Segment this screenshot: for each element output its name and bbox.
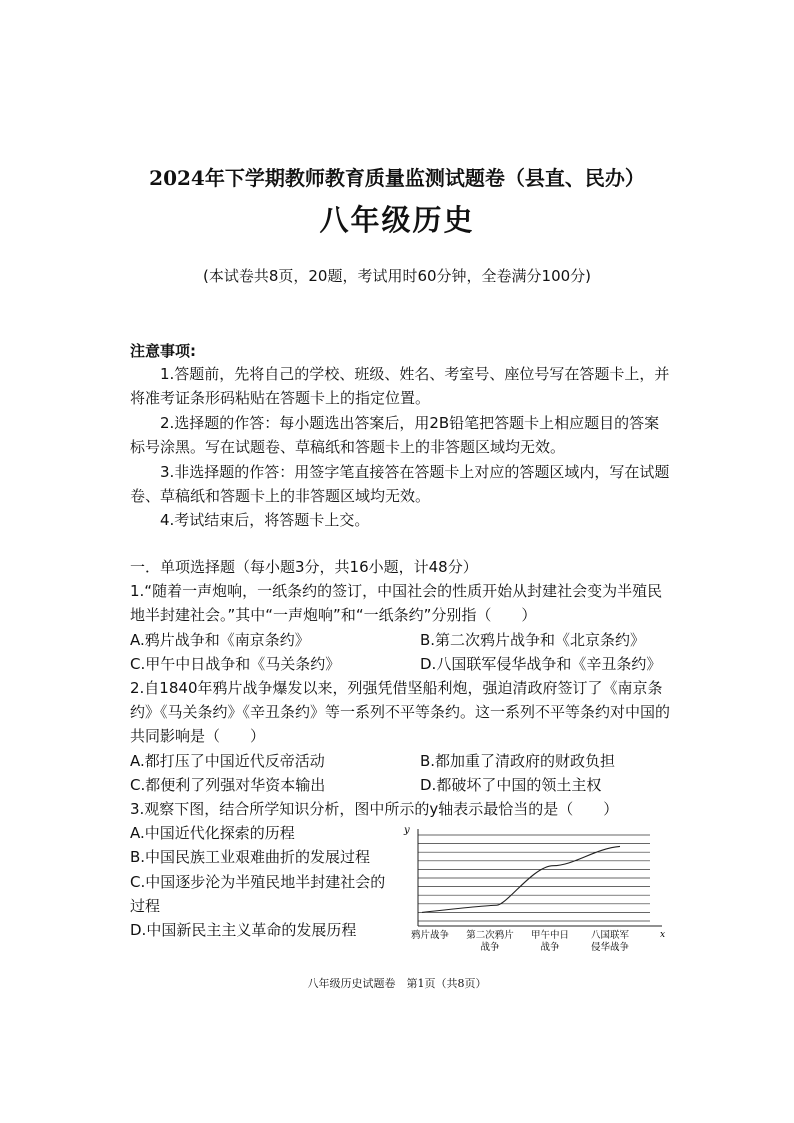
- option-a: A.都打压了中国近代反帝活动: [130, 751, 325, 770]
- trend-curve: [422, 847, 620, 913]
- option-b: B.中国民族工业艰难曲折的发展过程: [130, 848, 371, 867]
- note-item: 2.选择题的作答：每小题选出答案后，用2B铅笔把答题卡上相应题目的答案标号涂黑。写在试题卷、草稿纸和答题卡上的非答题区域均无效。: [130, 413, 660, 457]
- option-a: A.中国近代化探索的历程: [130, 824, 295, 843]
- x-tick-label: 第二次鸦片: [466, 930, 514, 942]
- question-3-options: [130, 821, 395, 942]
- x-tick-label: 战争: [540, 942, 560, 954]
- question-2-stem: 2.自1840年鸦片战争爆发以来，列强凭借坚船利炮，强迫清政府签订了《南京条约》《马关条约》《辛丑条约》等一系列不平等条约。这一系列不平等条约对中国的共同影响是（ ）: [130, 679, 671, 746]
- x-tick-label: 战争: [480, 942, 500, 954]
- question-3-body: [130, 821, 670, 954]
- option-d: D.中国新民主主义革命的发展历程: [130, 921, 357, 940]
- notes-title: 注意事项:: [130, 342, 196, 360]
- page-footer: 八年级历史试题卷 第1页（共8页）: [307, 977, 487, 990]
- exam-subject: 八年级历史: [319, 203, 475, 237]
- note-item: 3.非选择题的作答：用签字笔直接答在答题卡上对应的答题区域内，写在试题卷、草稿纸和答题卡上的非答题区域均无效。: [130, 462, 670, 506]
- option-c: C.都便利了列强对华资本输出: [130, 775, 326, 794]
- note-item: 4.考试结束后，将答题卡上交。: [160, 511, 370, 530]
- question-section: [130, 555, 671, 954]
- option-d: D.都破坏了中国的领土主权: [420, 775, 602, 794]
- option-b: B.都加重了清政府的财政负担: [420, 751, 616, 770]
- exam-info: (本试卷共8页，20题，考试用时60分钟，全卷满分100分): [202, 267, 592, 285]
- x-tick-label: 侵华战争: [590, 942, 630, 954]
- option-c: C.中国逐步沦为半殖民地半封建社会的过程: [130, 872, 386, 915]
- exam-title: 2024年下学期教师教育质量监测试题卷（县直、民办）: [149, 166, 645, 190]
- option-d: D.八国联军侵华战争和《辛丑条约》: [420, 654, 662, 673]
- x-axis-label: x: [660, 930, 666, 941]
- question-3-stem: 3.观察下图，结合所学知识分析，图中所示的y轴表示最恰当的是（ ）: [130, 800, 619, 819]
- chart-grid: [418, 835, 650, 921]
- x-tick-labels: [411, 929, 630, 953]
- question-1-stem: 1.“随着一声炮响，一纸条约的签订，中国社会的性质开始从封建社会变为半殖民地半封建社会。”其中“一声炮响”和“一纸条约”分别指（ ）: [130, 582, 663, 625]
- option-b: B.第二次鸦片战争和《北京条约》: [420, 630, 646, 649]
- notes-list: [130, 362, 670, 533]
- question-2-options: [130, 749, 670, 797]
- x-tick-label: 鸦片战争: [410, 930, 450, 942]
- option-c: C.甲午中日战争和《马关条约》: [130, 654, 341, 673]
- x-tick-label: 甲午中日: [530, 930, 570, 942]
- y-axis-label: y: [404, 825, 410, 837]
- history-trend-chart: [400, 821, 670, 956]
- option-a: A.鸦片战争和《南京条约》: [130, 630, 310, 649]
- note-item: 1.答题前，先将自己的学校、班级、姓名、考室号、座位号写在答题卡上，并将准考证条形码粘贴在答题卡上的指定位置。: [130, 365, 670, 408]
- x-tick-label: 八国联军: [590, 930, 630, 942]
- section-heading: 一．单项选择题（每小题3分，共16小题，计48分）: [130, 558, 478, 576]
- question-1-options: [130, 628, 670, 676]
